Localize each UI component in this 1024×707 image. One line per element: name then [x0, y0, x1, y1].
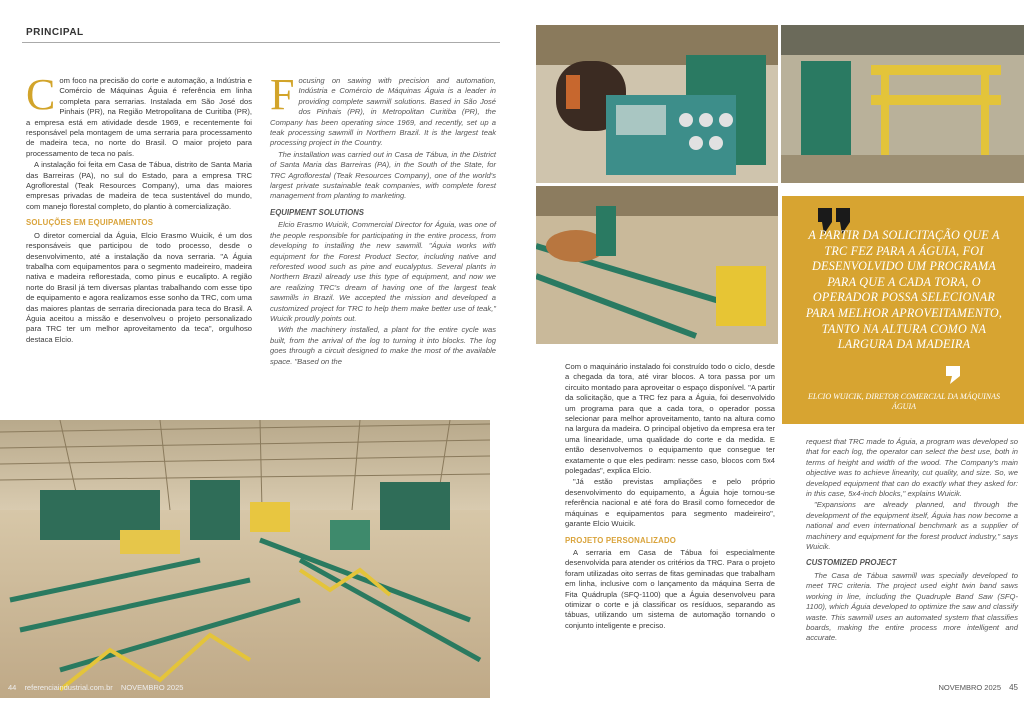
paragraph: "Já estão previstas ampliações e pelo próprio desenvolvimento do equipamento, a Águia hoje tornou-se referência nacional e até fora do Brasil como fornecedor de máquinas e equipamentos para segmento madeireiro", garante Elcio Wuicik.	[565, 477, 775, 529]
paragraph: "Expansions are already planned, and through the development of the equipment itself, Águia has now become a national and even international benchmark as a supplier of machinery and equipment for the forest product industry," says Wuicik.	[806, 500, 1018, 552]
quote-close-icon	[946, 366, 960, 384]
paragraph: O diretor comercial da Águia, Elcio Erasmo Wuicik, é um dos responsáveis que participou de todo processo, desde o desenvolvimento, até a instalação da nova serraria. "A Águia trabalha com equipamentos para o segmento madeireiro, madeira nativa e madeira reflorestada, como pinus e eucalipto. A região norte do Brasil já tem diversas plantas trabalhando com esse tipo de equipamento e agora realizamos esse sonho da TRC, com uma das maiores plantas de serraria direcionada para teca do Brasil. A Águia aceitou a missão e desenvolveu o projeto personalizado para TRC ter um melhor aproveitamento da teca", orgulhoso destaca Elcio.	[26, 230, 252, 344]
page-number: 44	[8, 683, 17, 692]
pull-quote-attribution: ELCIO WUICIK, DIRETOR COMERCIAL DA MÁQUINAS ÁGUIA	[808, 392, 1000, 411]
paragraph: The Casa de Tábua sawmill was specially developed to meet TRC criteria. The project used eight twin band saws working in line, including the Quadruple Band Saw (SFQ-1100), which Águia developed to optimize the saw and classify waste. This sawmill uses an automated system that classifies boards, making the entire process more intelligent and accurate.	[806, 570, 1018, 643]
sawmill-floor-photo	[0, 420, 490, 698]
footer-right	[912, 683, 1018, 692]
article-column-pt-left	[26, 70, 252, 346]
operator-control-panel-photo	[536, 25, 778, 183]
paragraph: ocusing on sawing with precision and automation, Indústria e Comércio de Máquinas Águia is a leader in providing complete sawmill solutions. Based in São José dos Pinhais (PR), in Metropolitan Curitiba (PR), the Company has been operating since 1969, and recently, set up a teak processing sawmill in Northern Brazil. It is the largest teak processing project in the Country.	[270, 76, 496, 148]
footer-date: NOVEMBRO 2025	[938, 683, 1001, 692]
paragraph: Com o maquinário instalado foi construído todo o ciclo, desde a chegada da tora, até virar blocos. A tora passa por um circuito montado para aproveitar o espaço disponível. "A partir da solicitação, que a TRC fez para a Águia, foi desenvolvido um programa para que a cada tora, o operador possa selecionar para melhor aproveitamento, tanto na altura como na largura da madeira. O principal objetivo da empresa era ter uma linearidade, uma qualidade do corte e da medida. E então desenvolvemos o equipamento que conseguе ter exatamente o que eles pediram: nesse caso, blocos com 5x4 polegadas", explica Elcio.	[565, 362, 775, 476]
pull-quote-box	[782, 196, 1024, 424]
section-heading: SOLUÇÕES EM EQUIPAMENTOS	[26, 218, 154, 228]
sawmill-machinery-photo	[781, 25, 1024, 183]
section-heading: PROJETO PERSONALIZADO	[565, 535, 677, 545]
header-rule	[22, 42, 500, 43]
footer-date: NOVEMBRO 2025	[120, 683, 184, 692]
section-label: PRINCIPAL	[26, 27, 84, 38]
paragraph: With the machinery installed, a plant for the entire cycle was built, from the arrival of the log to turning it into blocks. The log goes through a circuit designed to make the most of the available space. "Based on the	[270, 325, 496, 366]
paragraph: The installation was carried out in Casa de Tábua, in the District of Santa Maria das Barreiras (PA), in the South of the State, for TRC Agroflorestal (Teak Resources Company), one of the world's largest private sustainable teak companies, with complete forest management from planting to marketing.	[270, 149, 496, 201]
footer-site: referenciaindustrial.com.br	[24, 683, 113, 692]
article-column-pt-right	[565, 362, 775, 632]
paragraph: om foco na precisão do corte e automação, a Indústria e Comércio de Máquinas Águia é referência em linha completa para serrarias. Instalada em São José dos Pinhais (PR), na Região Metropolitana de Curitiba (PR), a empresa está em atividade desde 1969, e recentemente foi responsável pela montagem de uma serraria para processamento de madeira teca, no norte do Brasil. O maior projeto para processamento de teca no país.	[26, 76, 252, 158]
paragraph: A serraria em Casa de Tábua foi especialmente desenvolvida para atender os critérios da TRC. Para o projeto foram utilizadas oito serras de fitas geminadas que trabalham em linha, inclusive com o lançamento da máquina Serra de Fita Quádrupla (SFQ-1100) que a Águia desenvolveu para otimizar o corte e já classificar os resíduos, separando as tábuas, utilizando um sistema de automação tornando o conjunto inteligente e preciso.	[565, 547, 775, 630]
drop-cap: C	[26, 70, 56, 119]
article-column-en-right	[806, 437, 1018, 645]
pull-quote-text: A PARTIR DA SOLICITAÇÃO QUE A TRC FEZ PARA A ÁGUIA, FOI DESENVOLVIDO UM PROGRAMA PARA QUE A CADA TORA, O OPERADOR POSSA SELECIONAR PARA MELHOR APROVEITAMENTO, TANTO NA ALTURA COMO NA LARGURA DA MADEIRA	[805, 228, 1003, 352]
drop-cap: F	[270, 70, 295, 119]
paragraph: Elcio Erasmo Wuicik, Commercial Director for Águia, was one of the people responsible for participating in the entire process, from developing to installing the new sawmill. "Águia works with equipment for the Forest Product Sector, including native and reforested wood such as pine and eucalyptus. Several plants in Northern Brazil already use this type of equipment, and now we are realizing TRC's dream of having one of the largest teak sawmills in Brazil. We accepted the mission and developed a customized project for TRC to help them make better use of teak," Wuicik proudly points out.	[270, 220, 496, 323]
conveyor-log-photo	[536, 186, 778, 344]
section-heading: EQUIPMENT SOLUTIONS	[270, 207, 365, 217]
page-number: 45	[1009, 683, 1018, 692]
section-heading: CUSTOMIZED PROJECT	[806, 558, 897, 568]
paragraph: request that TRC made to Águia, a program was developed so that for each log, the operator can select the best use, both in terms of height and width of the wood. The Company's main objective was to achieve linearity, cut quality, and size. So, we developed equipment that can do exactly what they asked for: in this case, 5x4-inch blocks," explains Wuicik.	[806, 437, 1018, 499]
article-column-en-left	[270, 70, 496, 368]
paragraph: A instalação foi feita em Casa de Tábua, distrito de Santa Maria das Barreiras (PA), no sul do Estado, para a empresa TRC Agroflorestal (Teak Resources Company), uma das maiores empresas privadas de madeira de teca sustentável do mundo, com manejo florestal completo, do plantio à comercialização.	[26, 160, 252, 211]
footer-left	[8, 683, 208, 692]
